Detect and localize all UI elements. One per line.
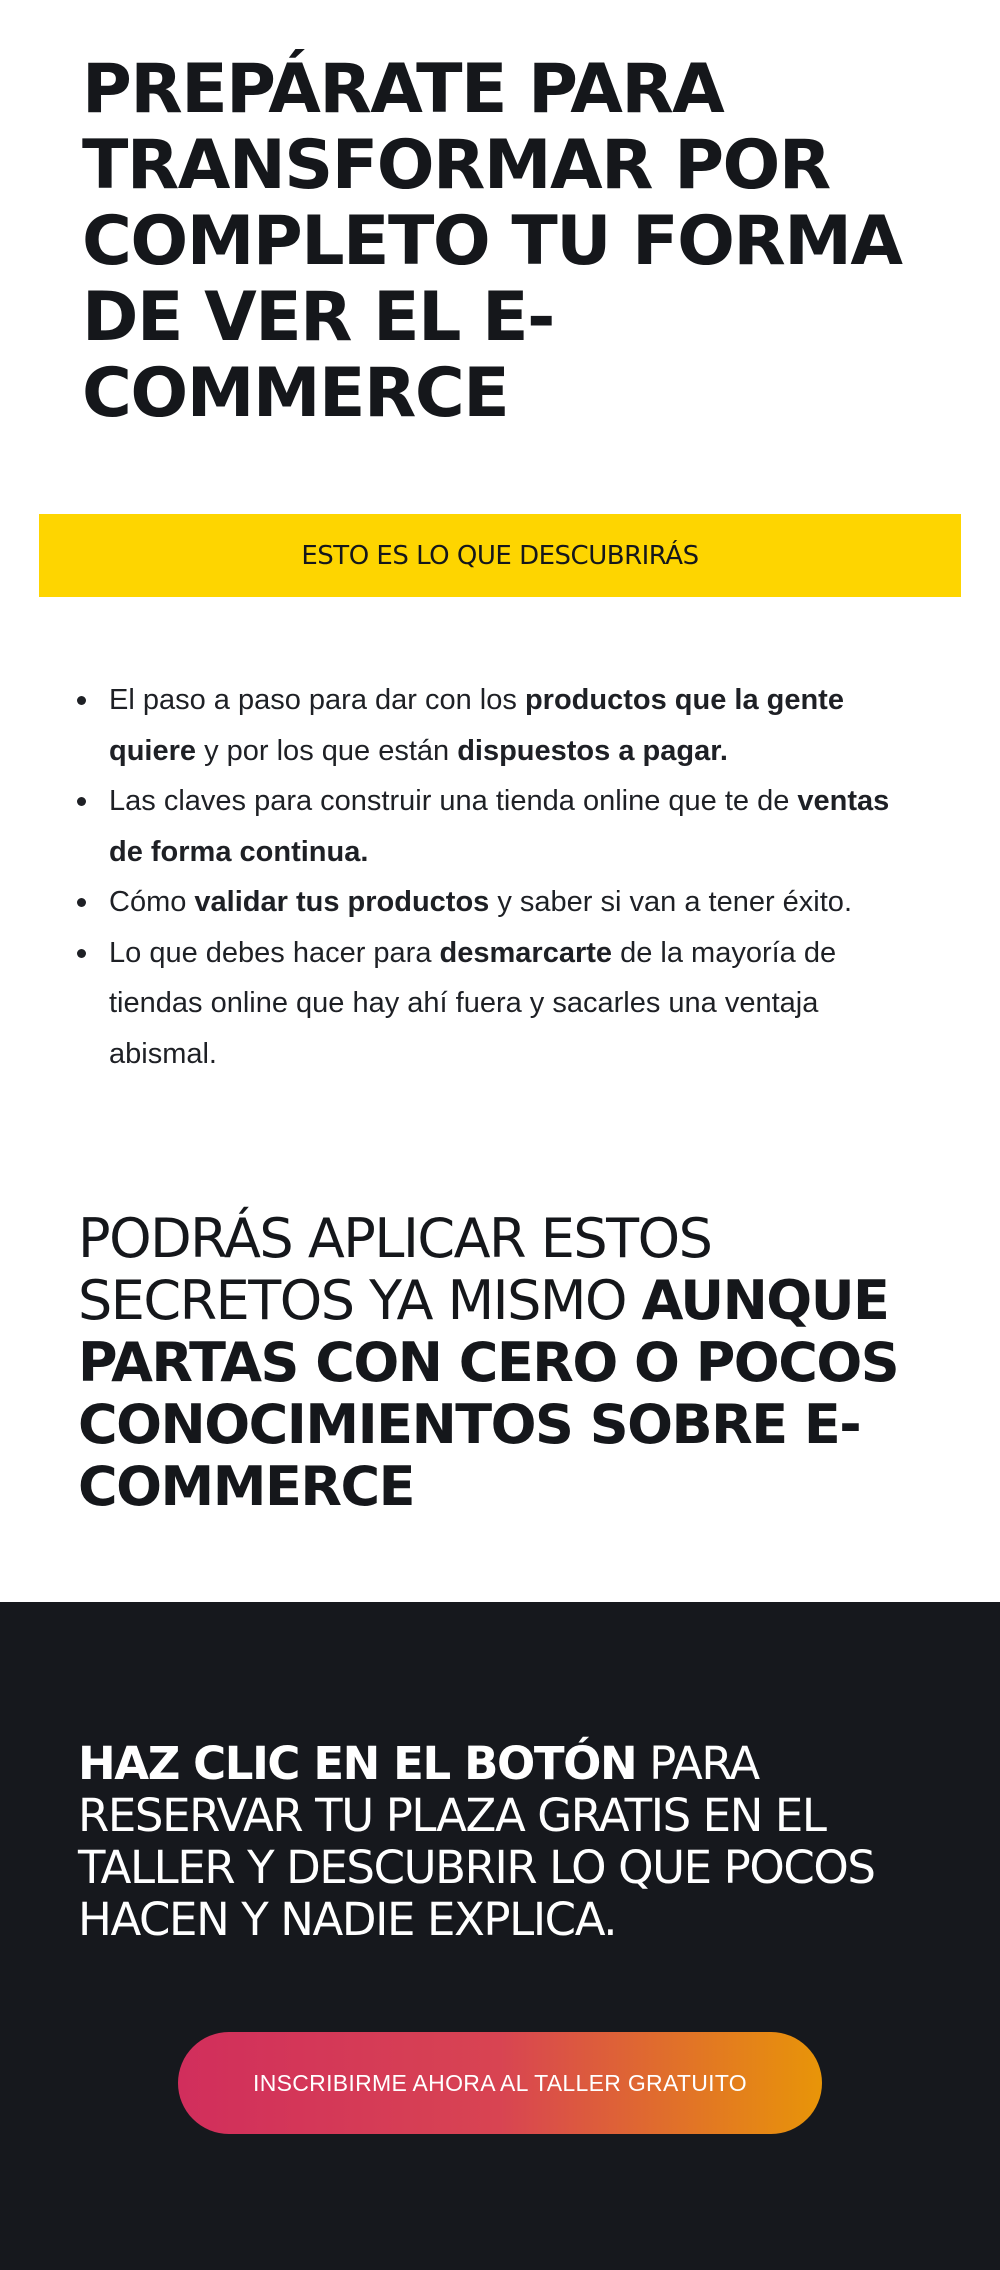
discover-banner <box>39 514 961 597</box>
benefit-item-store: Las claves para construir una tienda online que te de ventas de forma continua. <box>70 776 910 877</box>
hero-title: PREPÁRATE PARA TRANSFORMAR POR COMPLETO TU FORMA DE VER EL E-COMMERCE <box>82 50 902 433</box>
benefit-item-products: El paso a paso para dar con los productos que la gente quiere y por los que están dispuestos a pagar. <box>70 675 910 776</box>
cta-section <box>0 1602 1000 2270</box>
discover-banner-label: ESTO ES LO QUE DESCUBRIRÁS <box>301 540 699 571</box>
signup-workshop-button[interactable]: INSCRIBIRME AHORA AL TALLER GRATUITO <box>178 2032 822 2134</box>
cta-headline: HAZ CLIC EN EL BOTÓN PARA RESERVAR TU PLAZA GRATIS EN EL TALLER Y DESCUBRIR LO QUE POCOS HACEN Y NADIE EXPLICA. <box>78 1737 875 1946</box>
benefit-item-validate: Cómo validar tus productos y saber si van a tener éxito. <box>70 877 910 928</box>
benefit-item-differentiate: Lo que debes hacer para desmarcarte de la mayoría de tiendas online que hay ahí fuera y sacarles una ventaja abismal. <box>70 928 910 1080</box>
secondary-headline: PODRÁS APLICAR ESTOS SECRETOS YA MISMO AUNQUE PARTAS CON CERO O POCOS CONOCIMIENTOS SOBRE E-COMMERCE <box>78 1207 899 1518</box>
benefits-list <box>70 675 910 1079</box>
